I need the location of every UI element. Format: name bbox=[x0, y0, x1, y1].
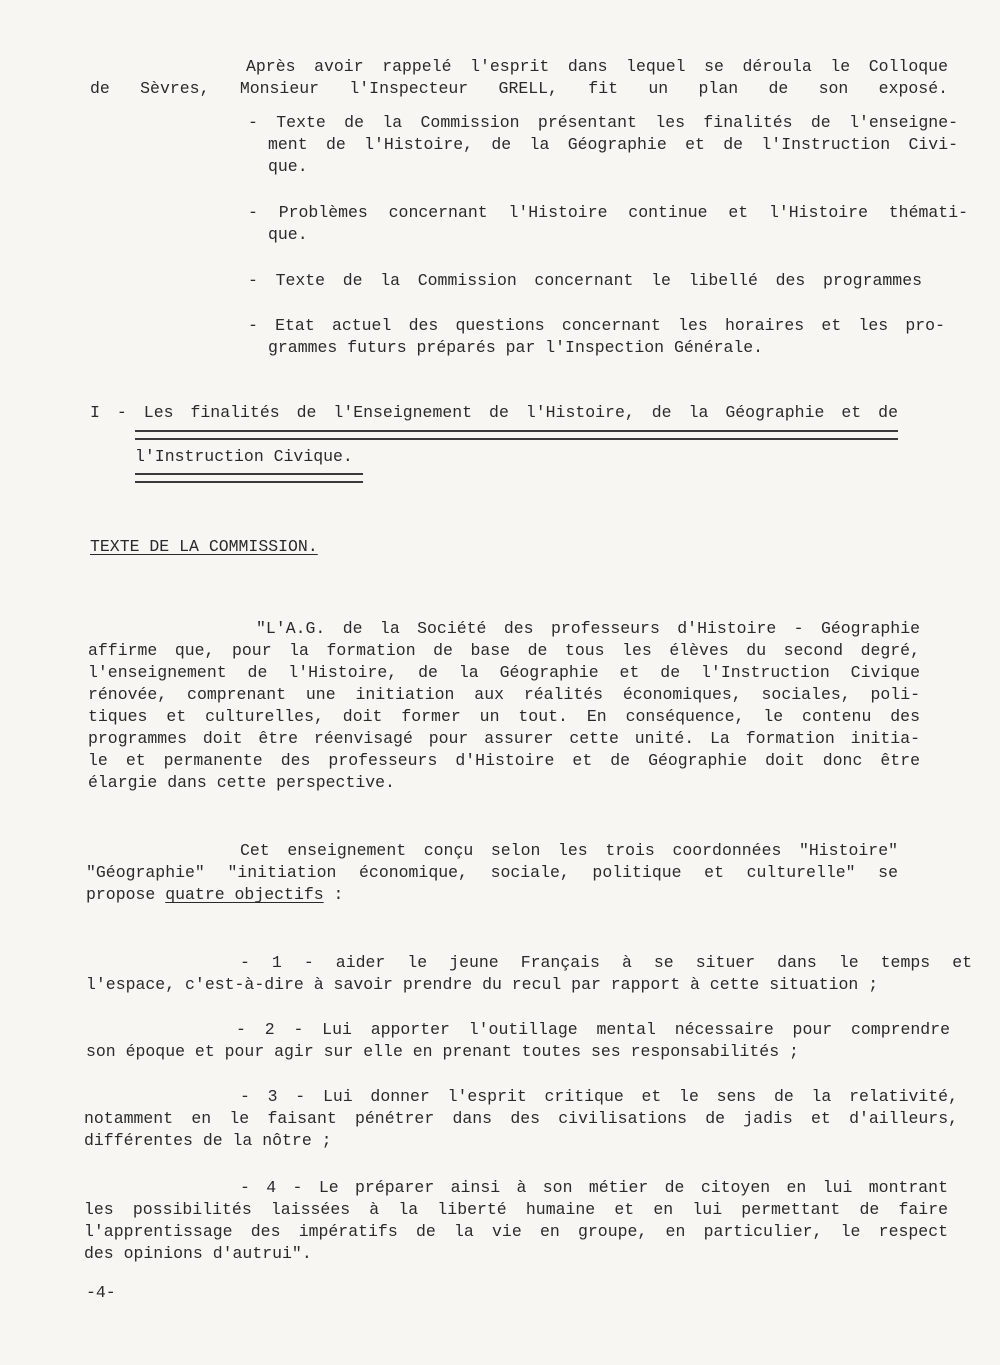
plan-item-1 bbox=[248, 112, 958, 178]
quote-line-2: affirme que, pour la formation de base de tous les élèves du second degré, bbox=[88, 641, 920, 660]
commission-subheading: TEXTE DE LA COMMISSION. bbox=[90, 537, 318, 556]
plan-item-4-line-2: grammes futurs préparés par l'Inspection Générale. bbox=[268, 338, 764, 357]
objective-1-line-2: l'espace, c'est-à-dire à savoir prendre du recul par rapport à cette situation ; bbox=[86, 975, 879, 994]
objective-4-line-4: des opinions d'autrui". bbox=[84, 1244, 312, 1263]
plan-item-1-line-1: - Texte de la Commission présentant les finalités de l'enseigne- bbox=[248, 113, 958, 132]
coord-line-3-before: propose bbox=[86, 885, 166, 904]
quote-line-5: tiques et culturelles, doit former un tout. En conséquence, le contenu des bbox=[88, 707, 920, 726]
objective-2-line-2: son époque et pour agir sur elle en prenant toutes ses responsabilités ; bbox=[86, 1042, 799, 1061]
objective-1-line-1: - 1 - aider le jeune Français à se situer dans le temps et bbox=[240, 953, 972, 972]
coord-line-3 bbox=[86, 884, 343, 906]
intro-line-1: Après avoir rappelé l'esprit dans lequel se déroula le Colloque bbox=[246, 57, 948, 76]
objective-3 bbox=[84, 1086, 958, 1152]
quote-line-6: programmes doit être réenvisagé pour assurer cette unité. La formation initia- bbox=[88, 729, 920, 748]
intro-line-2: de Sèvres, Monsieur l'Inspecteur GRELL, fit un plan de son exposé. bbox=[90, 79, 948, 98]
page-number: -4- bbox=[86, 1283, 116, 1302]
objective-4 bbox=[84, 1177, 948, 1265]
intro-paragraph bbox=[90, 56, 948, 100]
coord-line-1: Cet enseignement conçu selon les trois coordonnées "Histoire" bbox=[240, 841, 898, 860]
double-underline-1 bbox=[135, 430, 898, 440]
plan-item-2-line-1: - Problèmes concernant l'Histoire continue et l'Histoire thémati- bbox=[248, 203, 968, 222]
coord-line-2: "Géographie" "initiation économique, sociale, politique et culturelle" se bbox=[86, 863, 898, 882]
section-heading-line-1: I - Les finalités de l'Enseignement de l'Histoire, de la Géographie et de bbox=[90, 403, 898, 422]
objective-1 bbox=[86, 952, 972, 996]
plan-item-3-line-1: - Texte de la Commission concernant le libellé des programmes bbox=[248, 271, 922, 290]
quote-line-1: "L'A.G. de la Société des professeurs d'Histoire - Géographie bbox=[256, 619, 920, 638]
coord-line-3-after: : bbox=[323, 885, 344, 904]
objective-4-line-3: l'apprentissage des impératifs de la vie en groupe, en particulier, le respect bbox=[84, 1222, 948, 1241]
quote-line-7: le et permanente des professeurs d'Histoire et de Géographie doit donc être bbox=[88, 751, 920, 770]
plan-item-1-line-2: ment de l'Histoire, de la Géographie et de l'Instruction Civi- bbox=[268, 135, 958, 154]
plan-item-4-line-1: - Etat actuel des questions concernant les horaires et les pro- bbox=[248, 316, 945, 335]
plan-item-2-line-2: que. bbox=[268, 225, 308, 244]
objective-3-line-2: notamment en le faisant pénétrer dans des civilisations de jadis et d'ailleurs, bbox=[84, 1109, 958, 1128]
double-underline-2 bbox=[135, 473, 363, 483]
plan-item-1-line-3: que. bbox=[268, 157, 308, 176]
objective-4-line-1: - 4 - Le préparer ainsi à son métier de citoyen en lui montrant bbox=[240, 1178, 948, 1197]
objective-4-line-2: les possibilités laissées à la liberté humaine et en lui permettant de faire bbox=[84, 1200, 948, 1219]
plan-item-4 bbox=[248, 315, 945, 359]
quote-line-4: rénovée, comprenant une initiation aux réalités économiques, sociales, poli- bbox=[88, 685, 920, 704]
section-heading bbox=[90, 402, 898, 424]
quote-line-8: élargie dans cette perspective. bbox=[88, 773, 395, 792]
coordinates-paragraph bbox=[86, 840, 898, 884]
four-objectives-label: quatre objectifs bbox=[165, 885, 324, 904]
objective-3-line-3: différentes de la nôtre ; bbox=[84, 1131, 332, 1150]
section-heading-line-2: l'Instruction Civique. bbox=[135, 447, 353, 466]
plan-item-3 bbox=[248, 270, 922, 292]
objective-2-line-1: - 2 - Lui apporter l'outillage mental nécessaire pour comprendre bbox=[236, 1020, 950, 1039]
commission-quote bbox=[88, 618, 920, 794]
objective-2 bbox=[86, 1019, 950, 1063]
quote-line-3: l'enseignement de l'Histoire, de la Géographie et de l'Instruction Civique bbox=[88, 663, 920, 682]
plan-item-2 bbox=[248, 202, 968, 246]
objective-3-line-1: - 3 - Lui donner l'esprit critique et le sens de la relativité, bbox=[240, 1087, 958, 1106]
